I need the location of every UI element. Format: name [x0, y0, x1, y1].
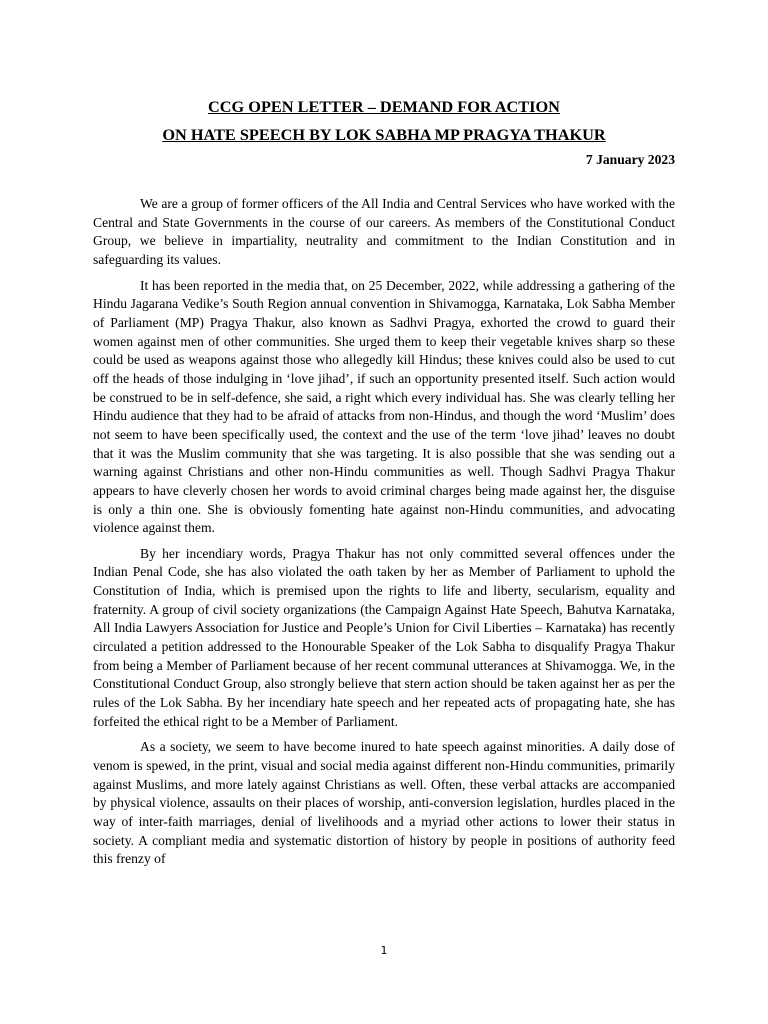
paragraph-intro: We are a group of former officers of the All India and Central Services who have worked with the Central and State Governments in the course of our careers. As members of the Constitutional Conduct Group, we believe in impartiality, neutrality and commitment to the Indian Constitution and in safeguarding its values.: [93, 196, 675, 267]
letter-date: 7 January 2023: [585, 152, 675, 167]
letter-page: [93, 90, 675, 876]
letter-title-line-2: ON HATE SPEECH BY LOK SABHA MP PRAGYA THAKUR: [162, 125, 606, 144]
page-number: 1: [380, 944, 388, 957]
letter-body: [93, 195, 675, 869]
letter-title-line-1: CCG OPEN LETTER – DEMAND FOR ACTION: [208, 97, 560, 116]
paragraph-offences: By her incendiary words, Pragya Thakur has not only committed several offences under the Indian Penal Code, she has also violated the oath taken by her as Member of Parliament to uphold the Constitution of India, which is premised upon the rights to life and liberty, secularism, equality and fraternity. A group of civil society organizations (the Campaign Against Hate Speech, Bahutva Karnataka, All India Lawyers Association for Justice and People’s Union for Civil Liberties – Karnataka) has recently circulated a petition addressed to the Honourable Speaker of the Lok Sabha to disqualify Pragya Thakur from being a Member of Parliament because of her recent communal utterances at Shivamogga. We, in the Constitutional Conduct Group, also strongly believe that stern action should be taken against her as per the rules of the Lok Sabha. By her incendiary hate speech and her repeated acts of propagating hate, she has forfeited the ethical right to be a Member of Parliament.: [93, 545, 675, 729]
paragraph-media-report: It has been reported in the media that, on 25 December, 2022, while addressing a gathering of the Hindu Jagarana Vedike’s South Region annual convention in Shivamogga, Karnataka, Lok Sabha Member of Parliament (MP) Pragya Thakur, also known as Sadhvi Pragya, exhorted the crowd to guard their women against men of other communities. She urged them to keep their vegetable knives sharp so these could be used as weapons against those who allegedly kill Hindus; these knives could also be used to cut off the heads of those indulging in ‘love jihad’, if such an opportunity presented itself. Such action would be construed to be in self-defence, she said, a right which every individual has. She was clearly telling her Hindu audience that they had to be afraid of attacks from non-Hindus, and though the word ‘Muslim’ does not seem to have been specifically used, the context and the use of the term ‘love jihad’ leaves no doubt that it was the Muslim community that she was targeting. It is also possible that she was sending out a warning against Christians and other non-Hindu communities as well. Though Sadhvi Pragya Thakur appears to have cleverly chosen her words to avoid criminal charges being made against her, the disguise is only a thin one. She is obviously fomenting hate against non-Hindu communities, and advocating violence against them.: [93, 277, 675, 536]
paragraph-society: As a society, we seem to have become inured to hate speech against minorities. A daily dose of venom is spewed, in the print, visual and social media against different non-Hindu communities, primarily against Muslims, and more lately against Christians as well. Often, these verbal attacks are accompanied by physical violence, assaults on their places of worship, anti-conversion legislation, hurdles placed in the way of inter-faith marriages, denial of livelihoods and a myriad other actions to lower their status in society. A compliant media and systematic distortion of history by people in positions of authority feed this frenzy of: [93, 739, 675, 867]
